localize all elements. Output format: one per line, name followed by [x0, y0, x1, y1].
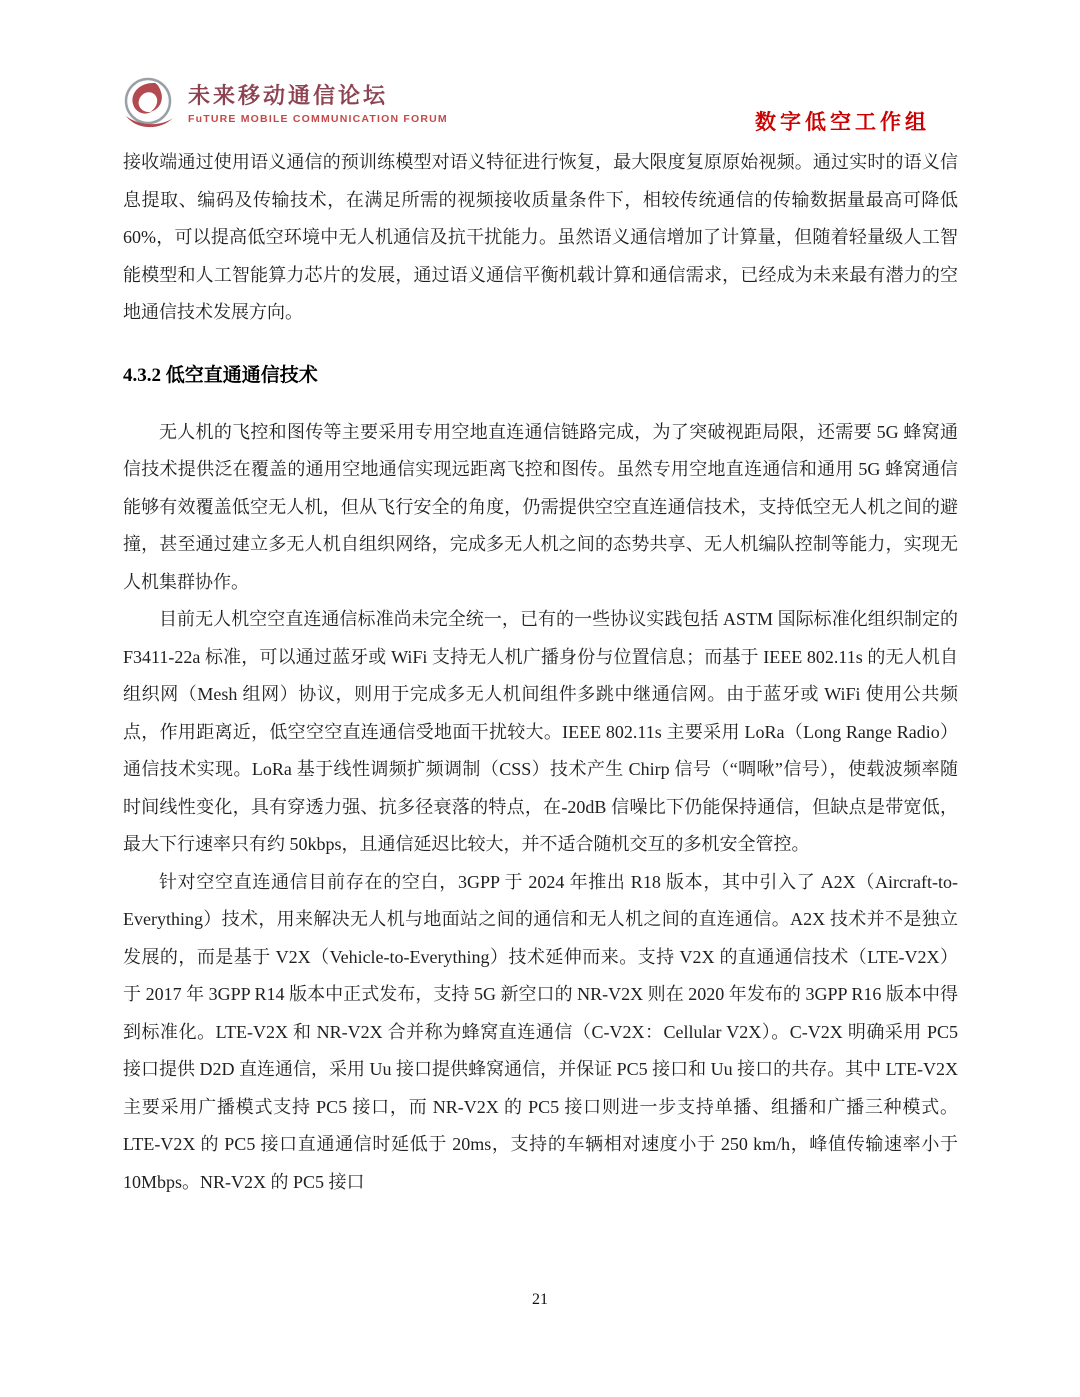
page-footer — [0, 1291, 1080, 1309]
forum-logo-icon — [118, 74, 178, 134]
logo-text — [188, 83, 448, 125]
paragraph: 针对空空直连通信目前存在的空白，3GPP 于 2024 年推出 R18 版本，其中引入了 A2X（Aircraft-to-Everything）技术，用来解决无人机与地面站之间的通信和无人机之间的直连通信。A2X 技术并不是独立发展的，而是基于 V2X（Vehicle-to-Everything）技术延伸而来。支持 V2X 的直通通信技术（LTE-V2X）于 2017 年 3GPP R14 版本中正式发布，支持 5G 新空口的 NR-V2X 则在 2020 年发布的 3GPP R16 版本中得到标准化。LTE-V2X 和 NR-V2X 合并称为蜂窝直连通信（C-V2X：Cellular V2X）。C-V2X 明确采用 PC5 接口提供 D2D 直连通信，采用 Uu 接口提供蜂窝通信，并保证 PC5 接口和 Uu 接口的共存。其中 LTE-V2X 主要采用广播模式支持 PC5 接口，而 NR-V2X 的 PC5 接口则进一步支持单播、组播和广播三种模式。LTE-V2X 的 PC5 接口直通通信时延低于 20ms，支持的车辆相对速度小于 250 km/h，峰值传输速率小于 10Mbps。NR-V2X 的 PC5 接口 — [123, 871, 958, 1192]
paragraph: 目前无人机空空直连通信标准尚未完全统一，已有的一些协议实践包括 ASTM 国际标准化组织制定的 F3411-22a 标准，可以通过蓝牙或 WiFi 支持无人机广播身份与位置信息；而基于 IEEE 802.11s 的无人机自组织网（Mesh 组网）协议，则用于完成多无人机间组件多跳中继通信网。由于蓝牙或 WiFi 使用公共频点，作用距离近，低空空空直连通信受地面干扰较大。IEEE 802.11s 主要采用 LoRa（Long Range Radio）通信技术实现。LoRa 基于线性调频扩频调制（CSS）技术产生 Chirp 信号（“啁啾”信号），使载波频率随时间线性变化，具有穿透力强、抗多径衰落的特点，在-20dB 信噪比下仍能保持通信，但缺点是带宽低，最大下行速率只有约 50kbps，且通信延迟比较大，并不适合随机交互的多机安全管控。 — [123, 609, 958, 854]
forum-logo — [118, 74, 448, 134]
paragraph-intro: 接收端通过使用语义通信的预训练模型对语义特征进行恢复，最大限度复原原始视频。通过实时的语义信息提取、编码及传输技术，在满足所需的视频接收质量条件下，相较传统通信的传输数据量最高可降低 60%，可以提高低空环境中无人机通信及抗干扰能力。虽然语义通信增加了计算量，但随着轻量级人工智能模型和人工智能算力芯片的发展，通过语义通信平衡机载计算和通信需求，已经成为未来最有潜力的空地通信技术发展方向。 — [123, 152, 958, 322]
paragraph: 无人机的飞控和图传等主要采用专用空地直连通信链路完成，为了突破视距局限，还需要 5G 蜂窝通信技术提供泛在覆盖的通用空地通信实现远距离飞控和图传。虽然专用空地直连通信和通用 5G 蜂窝通信能够有效覆盖低空无人机，但从飞行安全的角度，仍需提供空空直连通信技术，支持低空无人机之间的避撞，甚至通过建立多无人机自组织网络，完成多无人机之间的态势共享、无人机编队控制等能力，实现无人机集群协作。 — [123, 421, 958, 592]
logo-subtitle: FuTURE MOBILE COMMUNICATION FORUM — [188, 113, 448, 125]
section-heading: 4.3.2 低空直通通信技术 — [123, 364, 318, 386]
document-body — [123, 144, 958, 1201]
workgroup-label: 数字低空工作组 — [755, 110, 930, 134]
page-number: 21 — [532, 1291, 548, 1308]
page-header — [0, 0, 1080, 140]
logo-title: 未来移动通信论坛 — [188, 83, 389, 108]
